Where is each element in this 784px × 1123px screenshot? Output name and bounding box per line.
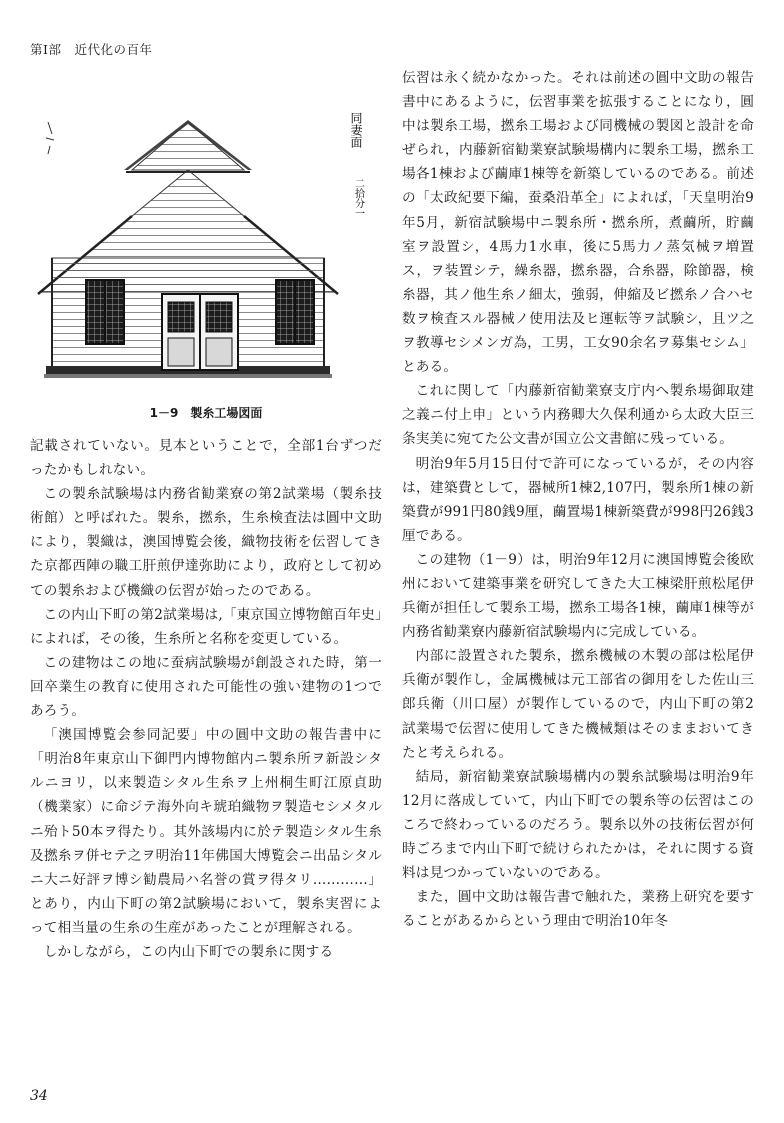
paragraph: この内山下町の第2試業場は,「東京国立博物館百年史」によれば，その後，生糸所と名称を変更している。 (30, 606, 382, 647)
paragraph: 結局，新宿勧業寮試験場構内の製糸試験場は明治9年12月に落成していて，内山下町での製糸等の伝習はこのころで終わっているのだろう。製糸以外の技術伝習が何時ごろまで内山下町で続けられたかは，それに関する資料は見つかっていないのである。 (402, 768, 754, 882)
right-column (402, 66, 754, 933)
figure-building-elevation (28, 82, 380, 402)
paragraph: 伝習は永く続かなかった。それは前述の圓中文助の報告書中にあるように，伝習事業を拡張することになり，圓中は製糸工場，撚糸工場および同機械の製図と設計を命ぜられ，内藤新宿勧業寮試験場構内に製糸工場，撚糸工場各1棟および繭庫1棟等を新築しているのである。前述の「太政紀要下編，蚕桑沿革全」によれば，「天皇明治9年5月，新宿試験場中ニ製糸所・撚糸所，煮繭所，貯繭室ヲ設置シ，4馬力1水車，後に5馬力ノ蒸気械ヲ増置ス，ヲ装置シテ，繰糸器，撚糸器，合糸器，除節器，検糸器，其ノ他生糸ノ細太，強弱，伸縮及ビ撚糸ノ合ハセ数ヲ検査スル器械ノ使用法及ヒ運転等ヲ試験シ，且ツ之ヲ教導セシメンガ為，工男，工女90余名ヲ募集セシム」とある。 (402, 70, 754, 376)
paragraph: 「澳国博覧会参同記要」中の圓中文助の報告書中に「明治8年東京山下御門内博物館内ニ製糸所ヲ新設シタルニヨリ，以来製造シタル生糸ヲ上州桐生町江原貞助（機業家）に命ジテ海外向キ琥珀織物ヲ製造セシメタルニ殆ト50本ヲ得たり。其外該場内に於テ製造シタル生糸及撚糸ヲ併セテ之ヲ明治11年佛国大博覧会ニ出品シタルニ大ニ好評ヲ博シ勧農局ハ名誉の賞ヲ得タリ…………」とあり，内山下町の第2試験場において，製糸実習によって相当量の生糸の生産があったことが理解される。 (30, 727, 382, 936)
paragraph: 明治9年5月15日付で許可になっているが，その内容は，建築費として，器械所1棟2,107円，製糸所1棟の新築費が991円80銭9厘，繭置場1棟新築費が998円26銭3厘である。 (402, 455, 754, 544)
paragraph: これに関して「内藤新宿勧業寮支庁内へ製糸場御取建之義ニ付上申」という内務卿大久保利通から太政大臣三条実美に宛てた公文書が国立公文書館に残っている。 (402, 383, 754, 448)
running-header: 第Ⅰ部 近代化の百年 (30, 42, 153, 57)
paragraph: しかしながら，この内山下町での製糸に関する (43, 943, 334, 960)
paragraph: 内部に設置された製糸，撚糸機械の木製の部は松尾伊兵衛が製作し，金属機械は元工部省の御用をした佐山三郎兵衛（川口屋）が製作しているので，内山下町の第2試業場で伝習に使用してきた機械類はそのままおいてきたと考えられる。 (402, 648, 754, 761)
paragraph: この建物はこの地に蚕病試験場が創設された時，第一回卒業生の教育に使用された可能性の強い建物の1つであろう。 (30, 654, 382, 720)
paragraph: 記載されていない。見本ということで，全部1台ずつだったかもしれない。 (30, 438, 382, 479)
building-elevation-drawing (28, 82, 380, 402)
paragraph: この建物（1－9）は，明治9年12月に澳国博覧会後欧州において建築事業を研究してきた大工棟梁肝煎松尾伊兵衛が担任して製糸工場，撚糸工場各1棟，繭庫1棟等が内務省勧業寮内藤新宿試験場内に完成している。 (402, 551, 754, 641)
annotation-bottom: 二拾分一 (352, 178, 364, 218)
paragraph: この製糸試験場は内務省勧業寮の第2試業場（製糸技術館）と呼ばれた。製糸，撚糸，生糸検査法は圓中文助により，製織は，澳国博覧会後，織物技術を伝習してきた京都西陣の職工肝煎伊達弥助により，政府として初めての製糸および機織の伝習が始ったのである。 (30, 486, 382, 599)
page-number: 34 (30, 1088, 48, 1104)
left-column (30, 434, 382, 964)
figure-caption: 1－9 製糸工場図面 (149, 406, 263, 420)
annotation-top: 同妻面 (349, 112, 363, 148)
paragraph: また，圓中文助は報告書で触れた，業務上研究を要することがあるからという理由で明治10年冬 (402, 889, 754, 930)
